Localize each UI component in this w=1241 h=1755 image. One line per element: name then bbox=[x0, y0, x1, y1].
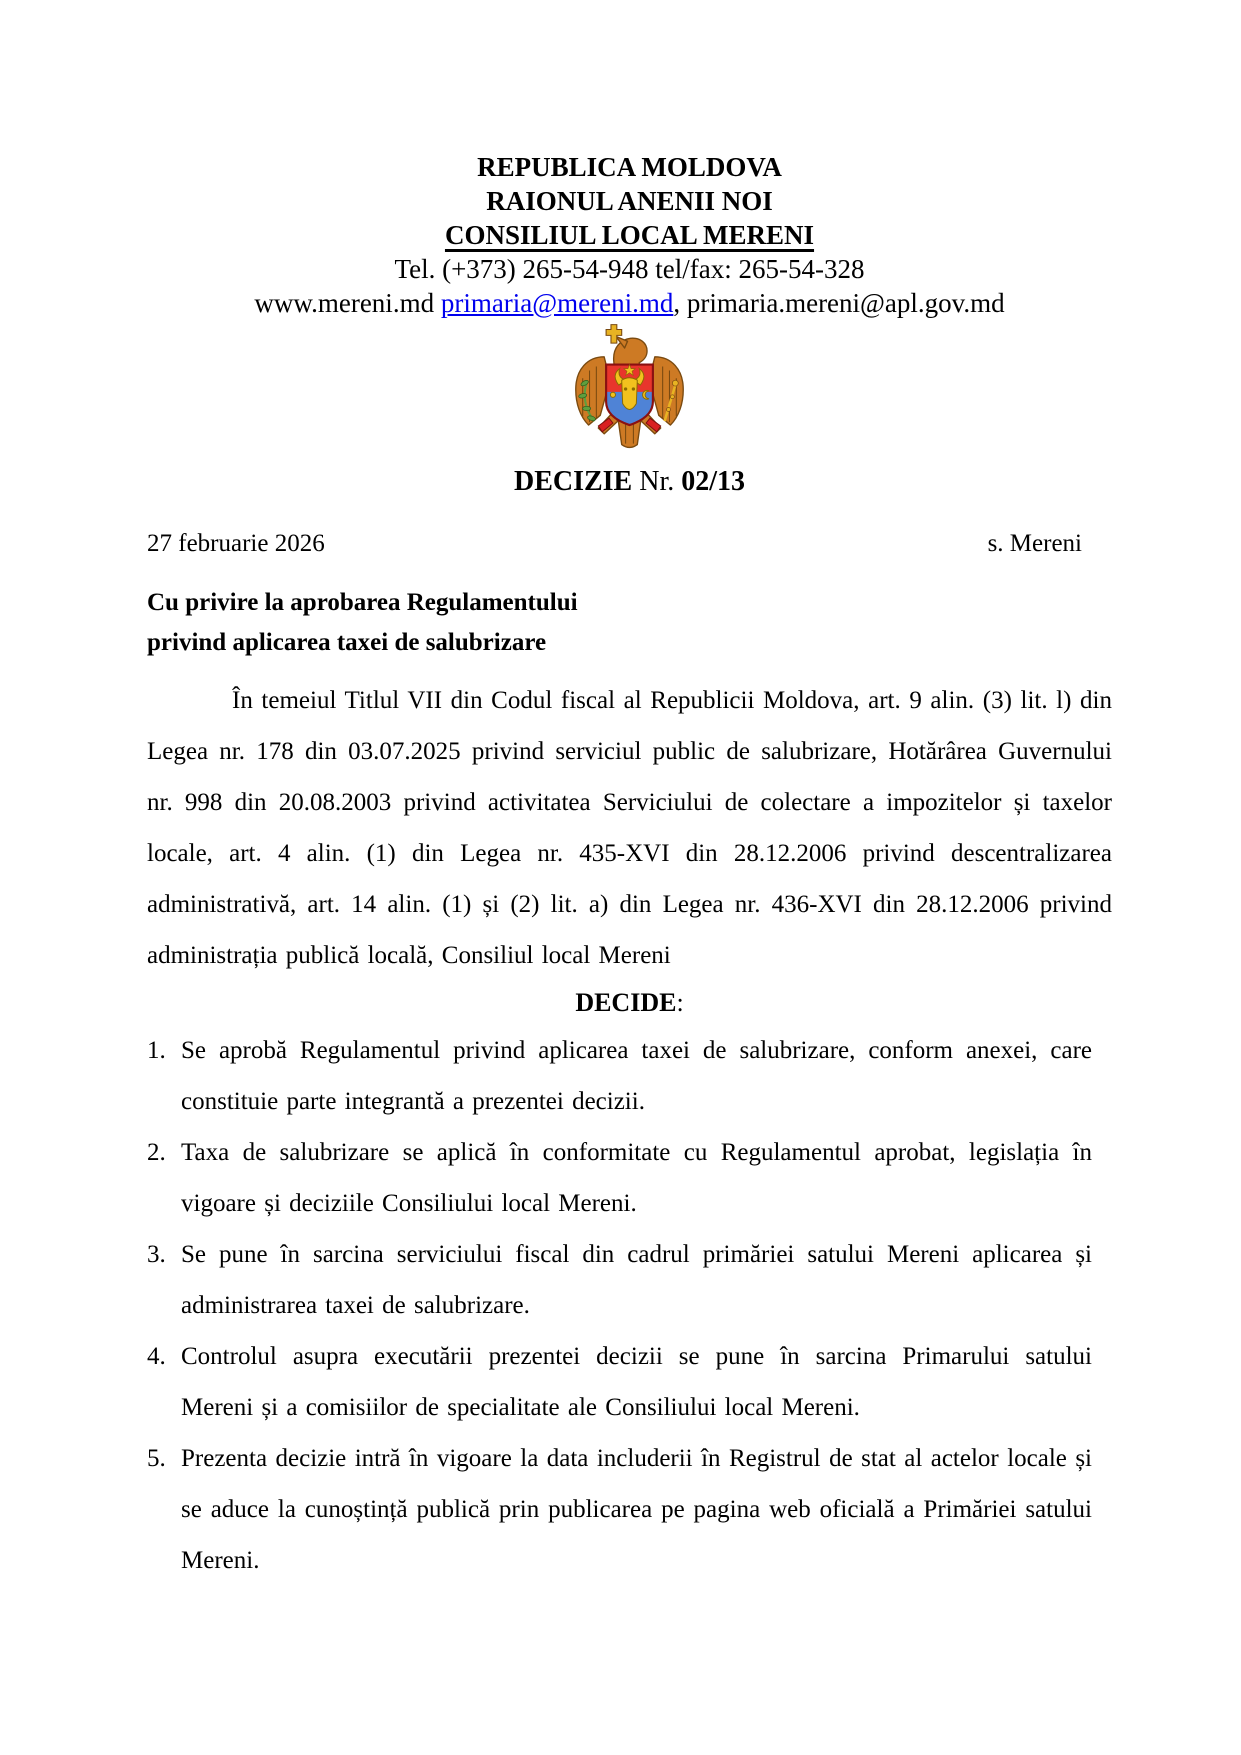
subject-line-1: Cu privire la aprobarea Regulamentului bbox=[147, 589, 578, 616]
decision-item-1 bbox=[147, 1025, 1092, 1127]
item-number-5: 5. bbox=[147, 1445, 166, 1472]
secondary-email-text: , primaria.mereni@apl.gov.md bbox=[673, 288, 1005, 318]
decision-item-2 bbox=[147, 1127, 1092, 1229]
decision-title bbox=[147, 463, 1112, 501]
item-number-1: 1. bbox=[147, 1037, 166, 1064]
decision-date: 27 februarie 2026 bbox=[147, 530, 325, 557]
item-number-3: 3. bbox=[147, 1241, 166, 1268]
decision-item-3 bbox=[147, 1229, 1092, 1331]
item-number-2: 2. bbox=[147, 1139, 166, 1166]
item-text-3: Se pune în sarcina serviciului fiscal din cadrul primăriei satului Mereni aplicarea și administrarea taxei de salubrizare. bbox=[181, 1241, 1092, 1319]
decision-number: 02/13 bbox=[681, 466, 746, 497]
council-name-underlined: CONSILIUL LOCAL MERENI bbox=[444, 220, 815, 250]
preamble-paragraph: În temeiul Titlul VII din Codul fiscal al Republicii Moldova, art. 9 alin. (3) lit. l) din Legea nr. 178 din 03.07.2025 privind serviciul public de salubrizare, Hotărârea Guvernului nr. 998 din 20.08.2003 privind activitatea Serviciului de colectare a impozitelor și taxelor locale, art. 4 alin. (1) din Legea nr. 435-XVI din 28.12.2006 privind descentralizarea administrativă, art. 14 alin. (1) și (2) lit. a) din Legea nr. 436-XVI din 28.12.2006 privind administrația publică locală, Consiliul local Mereni bbox=[147, 687, 1112, 969]
decide-colon: : bbox=[676, 988, 684, 1017]
decision-items-list bbox=[147, 1025, 1092, 1586]
subject-block bbox=[147, 583, 1112, 663]
decision-item-4 bbox=[147, 1331, 1092, 1433]
website-text: www.mereni.md bbox=[254, 288, 441, 318]
primaria-email-link[interactable]: primaria@mereni.md bbox=[440, 288, 674, 318]
header-web-line bbox=[147, 286, 1112, 320]
subject-line-2: privind aplicarea taxei de salubrizare bbox=[147, 629, 547, 656]
decision-place: s. Mereni bbox=[987, 530, 1082, 557]
item-number-4: 4. bbox=[147, 1343, 166, 1370]
decision-item-5 bbox=[147, 1433, 1092, 1586]
item-text-2: Taxa de salubrizare se aplică în conformitate cu Regulamentul aprobat, legislația în vigoare și deciziile Consiliului local Mereni. bbox=[181, 1139, 1092, 1217]
decide-heading bbox=[147, 983, 1112, 1023]
header-phone-line: Tel. (+373) 265-54-948 tel/fax: 265-54-328 bbox=[394, 254, 865, 284]
item-text-4: Controlul asupra executării prezentei decizii se pune în sarcina Primarului satului Mereni și a comisiilor de specialitate ale Consiliului local Mereni. bbox=[181, 1343, 1092, 1421]
decision-nr-label: Nr. bbox=[632, 466, 682, 497]
header-country: REPUBLICA MOLDOVA bbox=[477, 152, 782, 182]
emblem-container bbox=[147, 323, 1112, 455]
item-text-1: Se aprobă Regulamentul privind aplicarea taxei de salubrizare, conform anexei, care constituie parte integrantă a prezentei decizii. bbox=[181, 1037, 1092, 1115]
header-council bbox=[147, 218, 1112, 252]
item-text-5: Prezenta decizie intră în vigoare la data includerii în Registrul de stat al actelor locale și se aduce la cunoștință publică prin publicarea pe pagina web oficială a Primăriei satului Mereni. bbox=[181, 1445, 1092, 1574]
moldova-coat-of-arms-icon bbox=[571, 323, 688, 453]
decide-word: DECIDE bbox=[575, 988, 677, 1017]
decision-word: DECIZIE bbox=[513, 466, 633, 497]
header-district: RAIONUL ANENII NOI bbox=[486, 186, 773, 216]
date-place-row bbox=[147, 527, 1112, 561]
